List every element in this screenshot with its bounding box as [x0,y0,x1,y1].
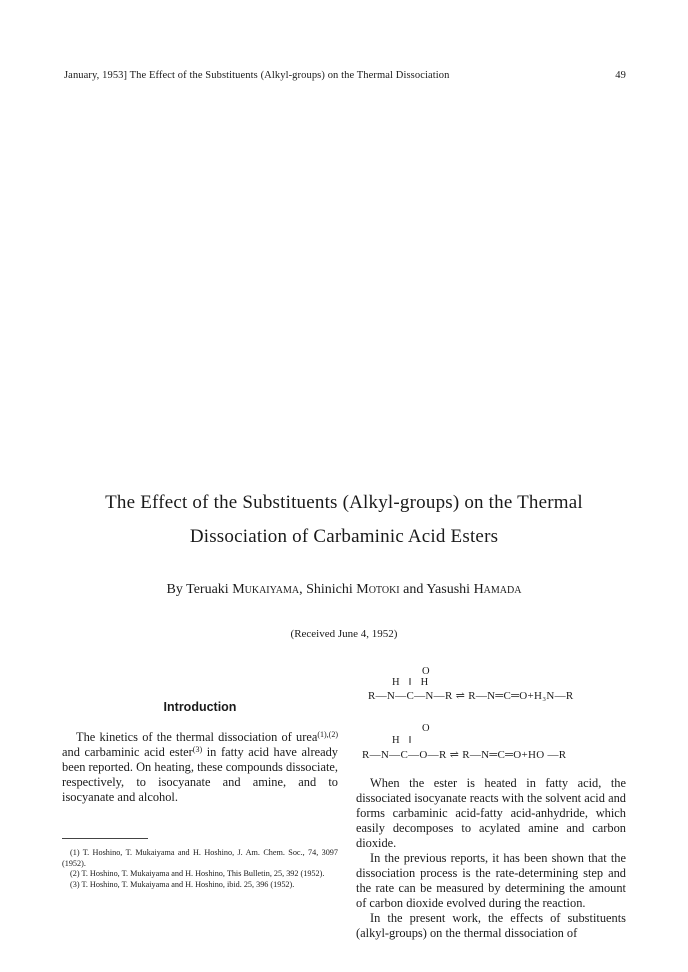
received-date: (Received June 4, 1952) [290,628,398,640]
eq1-hydrogens: H ‖ H [392,677,429,688]
paper-title-line-1: The Effect of the Substituents (Alkyl-groups) on the Thermal [105,492,583,513]
right-paragraph-3: In the present work, the effects of substituents (alkyl-groups) on the thermal dissociation of [356,911,626,940]
footnote-rule [62,838,148,839]
eq2-oxygen: O [422,723,430,734]
author3-last: Hamada [473,582,522,597]
intro-text-b: and carbaminic acid ester [62,745,193,759]
footnotes [62,848,338,890]
footnote-1: (1) T. Hoshino, T. Mukaiyama and H. Hoshino, J. Am. Chem. Soc., 74, 3097 (1952). [62,848,338,868]
paper-title-line-2: Dissociation of Carbaminic Acid Esters [189,526,499,547]
page-number: 49 [615,70,626,81]
intro-text-c: in fatty acid have already been reported. On heating, these compounds dissociate, respectively, to isocyanate and amine, and to isocyanate and alcohol. [62,745,339,804]
intro-text-a: The kinetics of the thermal dissociation of urea [76,730,318,744]
eq1-oxygen: O [422,666,430,677]
author1-last: Mukaiyama [232,582,300,597]
right-column-text [356,776,626,941]
section-heading-introduction: Introduction [163,700,237,714]
ref-1-2[interactable]: (1),(2) [317,730,338,739]
footnote-2: (2) T. Hoshino, T. Mukaiyama and H. Hoshino, This Bulletin, 25, 392 (1952). [70,869,325,878]
author1-first: Teruaki [186,582,229,597]
author-conjunction: and [403,582,424,597]
author-line: By Teruaki Mukaiyama, Shinichi Motoki and Yasushi Hamada [166,582,522,597]
author3-first: Yasushi [426,582,471,597]
author2-first: Shinichi [306,582,353,597]
author2-last: Motoki [356,582,400,597]
by-label: By [166,582,183,597]
right-paragraph-2: In the previous reports, it has been shown that the dissociation process is the rate-determining step and the rate can be measured by determining the amount of carbon dioxide evolved during the reaction. [356,851,626,910]
intro-paragraph [62,730,338,805]
footnote-3: (3) T. Hoshino, T. Mukaiyama and H. Hoshino, ibid. 25, 396 (1952). [70,879,295,889]
running-head [64,70,626,81]
eq1-main: R—N—C—N—R ⇌ R—N═C═O+H₃N—R [368,690,574,702]
ref-3[interactable]: (3) [192,745,203,754]
eq2-hydrogen: H ‖ [392,735,412,746]
right-paragraph-1: When the ester is heated in fatty acid, the dissociated isocyanate reacts with the solvent acid and forms carbaminic acid-fatty acid-anhydride, which easily decomposes to acylated amine and carbon dioxide. [356,776,626,850]
running-head-text: January, 1953] The Effect of the Substituents (Alkyl-groups) on the Thermal Dissociation [64,70,450,81]
eq2-main: R—N—C—O—R ⇌ R—N═C═O+HO —R [362,749,567,761]
equation-urea-dissociation [368,666,574,736]
